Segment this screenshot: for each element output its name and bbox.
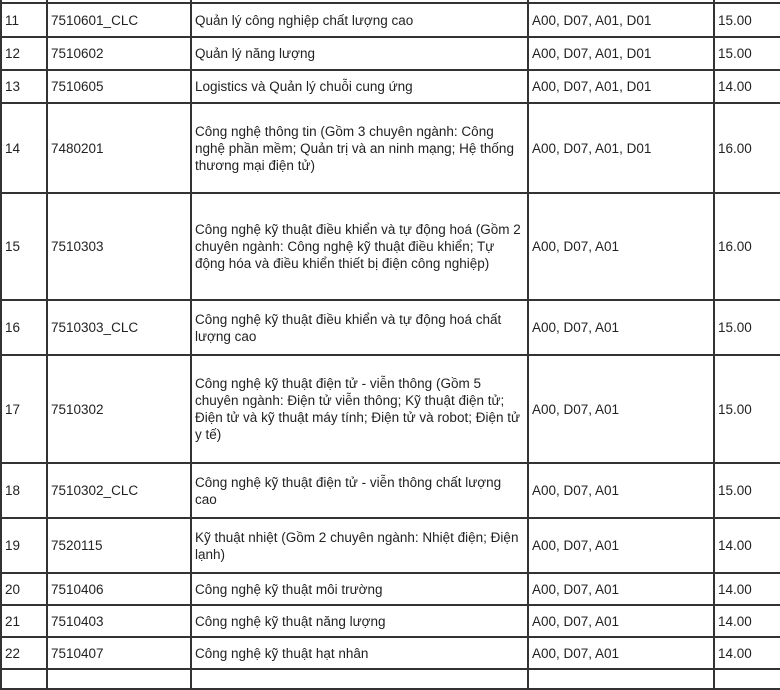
major-name-cell: Công nghệ kỹ thuật môi trường: [191, 573, 528, 605]
subject-combination-cell: [528, 669, 714, 689]
major-code-cell: 7510403: [47, 605, 191, 637]
table-row: [1, 605, 780, 637]
score-cell: 14.00: [714, 573, 780, 605]
score-cell: 14.00: [714, 605, 780, 637]
score-cell: 15.00: [714, 37, 780, 70]
score-cell: 15.00: [714, 300, 780, 355]
score-cell: 16.00: [714, 193, 780, 300]
table-row: [1, 193, 780, 300]
score-cell: 16.00: [714, 103, 780, 193]
major-name-cell: Quản lý năng lượng: [191, 37, 528, 70]
major-code-cell: [47, 669, 191, 689]
subject-combination-cell: A00, D07, A01: [528, 463, 714, 518]
score-cell: 15.00: [714, 355, 780, 463]
major-name-cell: Công nghệ kỹ thuật điều khiển và tự động hoá (Gồm 2 chuyên ngành: Công nghệ kỹ thuật điều khiển; Tự động hóa và điều khiển thiết bị điện công nghiệp): [191, 193, 528, 300]
table-row: [1, 300, 780, 355]
table-row: [1, 463, 780, 518]
score-cell: 14.00: [714, 518, 780, 573]
table-row: [1, 70, 780, 103]
major-code-cell: 7510303: [47, 193, 191, 300]
table-row: [1, 669, 780, 689]
subject-combination-cell: A00, D07, A01: [528, 605, 714, 637]
score-cell: [714, 669, 780, 689]
subject-combination-cell: A00, D07, A01, D01: [528, 103, 714, 193]
table-row: [1, 637, 780, 669]
table-row: [1, 518, 780, 573]
stt-cell: 18: [1, 463, 47, 518]
major-code-cell: 7510601_CLC: [47, 3, 191, 37]
major-name-cell: Công nghệ kỹ thuật điện tử - viễn thông chất lượng cao: [191, 463, 528, 518]
major-code-cell: 7510406: [47, 573, 191, 605]
major-name-cell: Công nghệ kỹ thuật hạt nhân: [191, 637, 528, 669]
stt-cell: 22: [1, 637, 47, 669]
major-code-cell: 7510605: [47, 70, 191, 103]
score-cell: 15.00: [714, 463, 780, 518]
major-code-cell: 7480201: [47, 103, 191, 193]
major-code-cell: 7510302_CLC: [47, 463, 191, 518]
subject-combination-cell: A00, D07, A01, D01: [528, 3, 714, 37]
major-name-cell: Công nghệ kỹ thuật năng lượng: [191, 605, 528, 637]
major-name-cell: Quản lý công nghiệp chất lượng cao: [191, 3, 528, 37]
stt-cell: 13: [1, 70, 47, 103]
subject-combination-cell: A00, D07, A01: [528, 637, 714, 669]
major-name-cell: Công nghệ thông tin (Gồm 3 chuyên ngành: Công nghệ phần mềm; Quản trị và an ninh mạng; Hệ thống thương mại điện tử): [191, 103, 528, 193]
table-row: [1, 355, 780, 463]
score-cell: 14.00: [714, 70, 780, 103]
subject-combination-cell: A00, D07, A01: [528, 573, 714, 605]
stt-cell: 14: [1, 103, 47, 193]
table-row: [1, 3, 780, 37]
table-row: [1, 103, 780, 193]
subject-combination-cell: A00, D07, A01, D01: [528, 70, 714, 103]
stt-cell: 20: [1, 573, 47, 605]
major-code-cell: 7510302: [47, 355, 191, 463]
score-cell: 15.00: [714, 3, 780, 37]
stt-cell: 19: [1, 518, 47, 573]
stt-cell: 11: [1, 3, 47, 37]
major-code-cell: 7520115: [47, 518, 191, 573]
table-row: [1, 37, 780, 70]
subject-combination-cell: A00, D07, A01, D01: [528, 37, 714, 70]
major-name-cell: [191, 669, 528, 689]
stt-cell: [1, 669, 47, 689]
major-code-cell: 7510602: [47, 37, 191, 70]
stt-cell: 15: [1, 193, 47, 300]
major-code-cell: 7510407: [47, 637, 191, 669]
major-name-cell: Logistics và Quản lý chuỗi cung ứng: [191, 70, 528, 103]
stt-cell: 12: [1, 37, 47, 70]
subject-combination-cell: A00, D07, A01: [528, 355, 714, 463]
stt-cell: 17: [1, 355, 47, 463]
score-cell: 14.00: [714, 637, 780, 669]
major-code-cell: 7510303_CLC: [47, 300, 191, 355]
stt-cell: 21: [1, 605, 47, 637]
major-name-cell: Công nghệ kỹ thuật điện tử - viễn thông (Gồm 5 chuyên ngành: Điện tử viễn thông; Kỹ thuật điện tử; Điện tử và kỹ thuật máy tính; Điện tử và robot; Điện tử y tế): [191, 355, 528, 463]
major-name-cell: Kỹ thuật nhiệt (Gồm 2 chuyên ngành: Nhiệt điện; Điện lạnh): [191, 518, 528, 573]
major-name-cell: Công nghệ kỹ thuật điều khiển và tự động hoá chất lượng cao: [191, 300, 528, 355]
table-body: [1, 0, 780, 689]
subject-combination-cell: A00, D07, A01: [528, 518, 714, 573]
subject-combination-cell: A00, D07, A01: [528, 300, 714, 355]
table-row: [1, 573, 780, 605]
stt-cell: 16: [1, 300, 47, 355]
subject-combination-cell: A00, D07, A01: [528, 193, 714, 300]
